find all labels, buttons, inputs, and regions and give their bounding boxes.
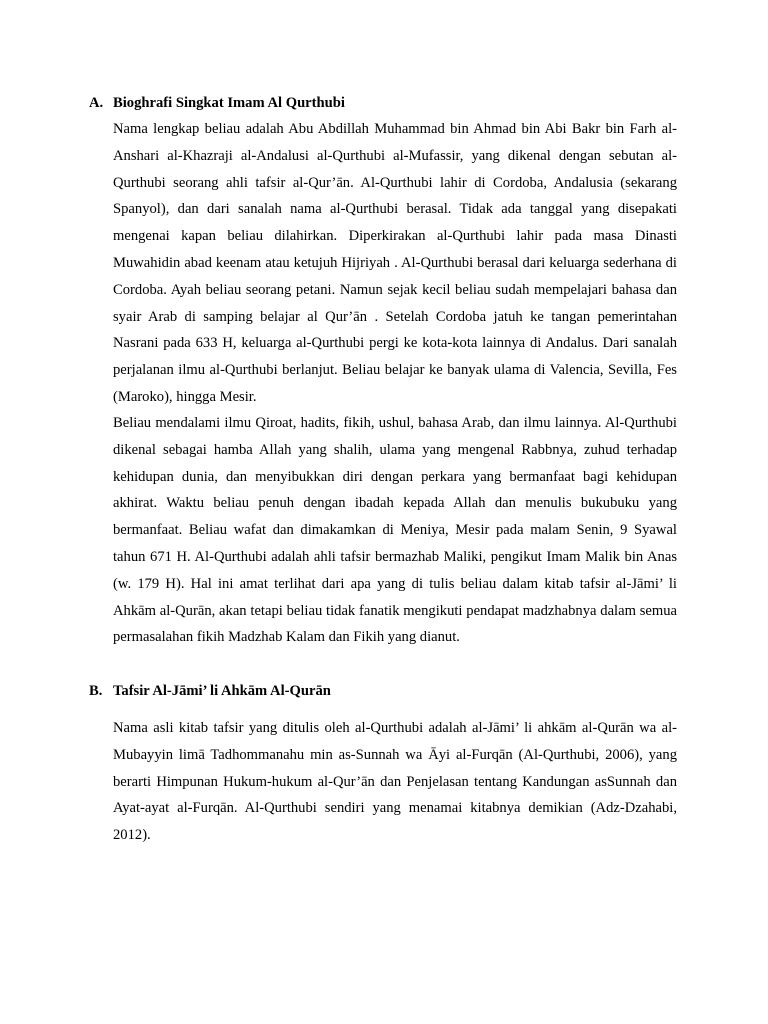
section-a-heading <box>89 93 689 113</box>
section-b-heading <box>89 681 689 701</box>
section-b-paragraph-1: Nama asli kitab tafsir yang ditulis oleh al-Qurthubi adalah al-Jāmi’ li ahkām al-Qurān wa al-Mubayyin limā Tadhommanahu min as-Sunnah wa Āyi al-Furqān (Al-Qurthubi, 2006), yang berarti Himpunan Hukum-hukum al-Qur’ān dan Penjelasan tentang Kandungan asSunnah dan Ayat-ayat al-Furqān. Al-Qurthubi sendiri yang menamai kitabnya demikian (Adz-Dzahabi, 2012). <box>113 720 677 844</box>
section-b-letter: B. <box>89 683 103 699</box>
section-a-title: Bioghrafi Singkat Imam Al Qurthubi <box>113 95 345 111</box>
section-a-letter: A. <box>89 95 104 111</box>
section-a-paragraph-1: Nama lengkap beliau adalah Abu Abdillah Muhammad bin Ahmad bin Abi Bakr bin Farh al-Anshari al-Khazraji al-Andalusi al-Qurthubi al-Mufassir, yang dikenal dengan sebutan al-Qurthubi seorang ahli tafsir al-Qur’ān. Al-Qurthubi lahir di Cordoba, Andalusia (sekarang Spanyol), dan dari sanalah nama al-Qurthubi berasal. Tidak ada tanggal yang disepakati mengenai kapan beliau dilahirkan. Diperkirakan al-Qurthubi lahir pada masa Dinasti Muwahidin abad keenam atau ketujuh Hijriyah . Al-Qurthubi berasal dari keluarga sederhana di Cordoba. Ayah beliau seorang petani. Namun sejak kecil beliau sudah mempelajari bahasa dan syair Arab di samping belajar al Qur’ān . Setelah Cordoba jatuh ke tangan pemerintahan Nasrani pada 633 H, keluarga al-Qurthubi pergi ke kota-kota lainnya di Andalus. Dari sanalah perjalanan ilmu al-Qurthubi berlanjut. Beliau belajar ke banyak ulama di Valencia, Sevilla, Fes (Maroko), hingga Mesir. <box>113 121 677 405</box>
section-a-paragraph-2: Beliau mendalami ilmu Qiroat, hadits, fikih, ushul, bahasa Arab, dan ilmu lainnya. Al-Qurthubi dikenal sebagai hamba Allah yang shalih, ulama yang mengenal Rabbnya, zuhud terhadap kehidupan dunia, dan menyibukkan diri dengan perkara yang bermanfaat bagi kehidupan akhirat. Waktu beliau penuh dengan ibadah kepada Allah dan menulis bukubuku yang bermanfaat. Beliau wafat dan dimakamkan di Meniya, Mesir pada malam Senin, 9 Syawal tahun 671 H. Al-Qurthubi adalah ahli tafsir bermazhab Maliki, pengikut Imam Malik bin Anas (w. 179 H). Hal ini amat terlihat dari apa yang di tulis beliau dalam kitab tafsir al-Jāmi’ li Ahkām al-Qurān, akan tetapi beliau tidak fanatik mengikuti pendapat madzhabnya dalam semua permasalahan fikih Madzhab Kalam dan Fikih yang dianut. <box>113 415 677 646</box>
section-b-title: Tafsir Al-Jāmi’ li Ahkām Al-Qurān <box>113 683 331 699</box>
